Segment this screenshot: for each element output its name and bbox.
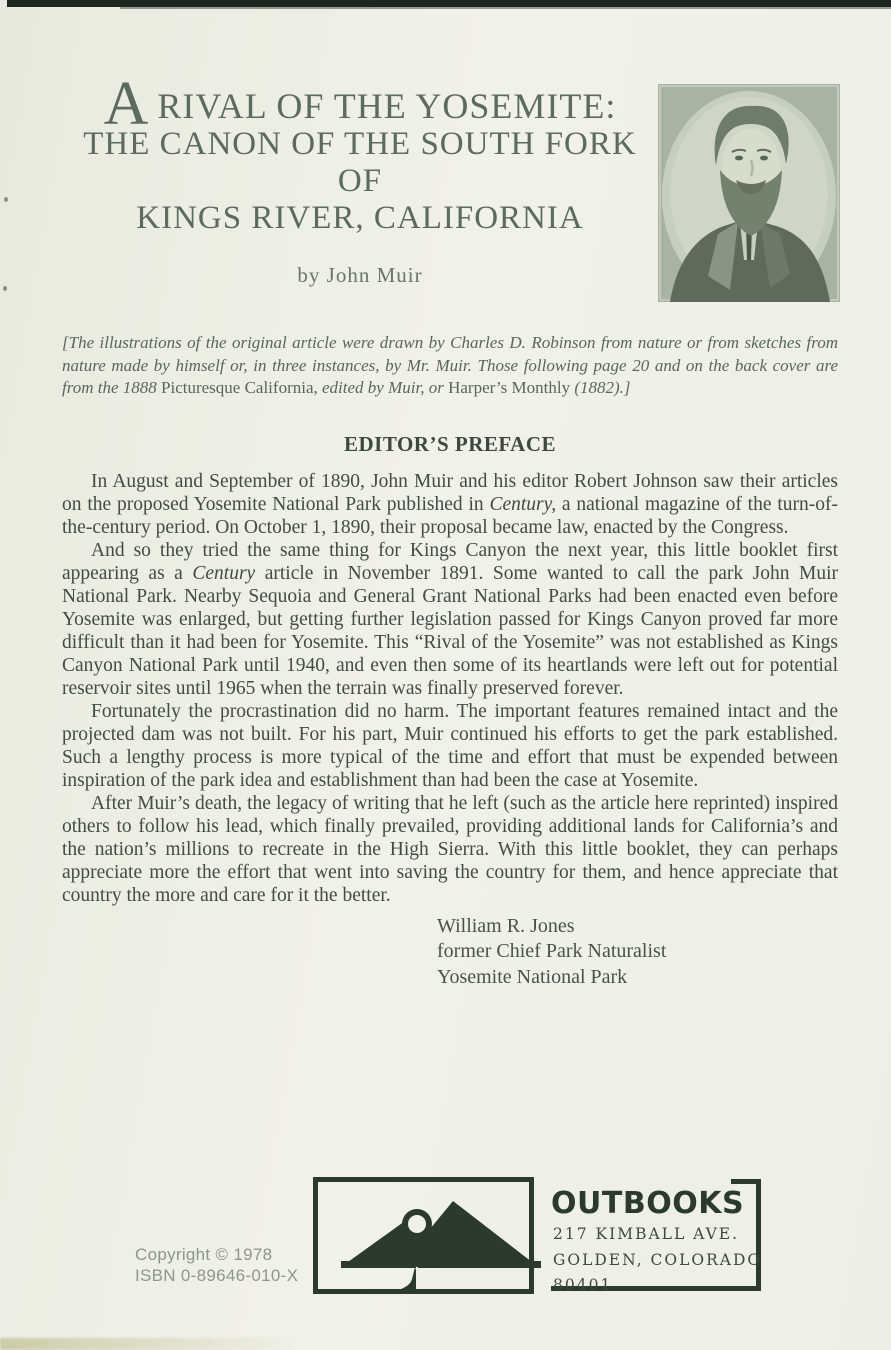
illustration-note: [The illustrations of the original article were drawn by Charles D. Robinson from nature or from sketches from nature made by himself or, in three instances, by Mr. Muir. Those following page 20 and on the back cover are from the 1888 Picturesque California, edited by Muir, or Harper’s Monthly (1882).]	[62, 333, 838, 397]
john-muir-portrait-photo	[658, 84, 840, 302]
preface-paragraph-4: After Muir’s death, the legacy of writing that he left (such as the article here reprinted) inspired others to follow his lead, which finally prevailed, providing additional lands for California’s and the nation’s millions to recreate in the High Sierra. With this little booklet, they can perhaps appreciate more the effort that went into saving the country for them, and hence appreciate that country the more and care for it the better.	[62, 792, 838, 906]
publisher-name: OUTBOOKS	[551, 1186, 745, 1221]
address-line-1: 217 KIMBALL AVE.	[553, 1225, 740, 1243]
book-title-line3: KINGS RIVER, CALIFORNIA	[136, 200, 584, 236]
title-block	[62, 70, 658, 288]
scan-speck	[4, 197, 8, 202]
address-line-2: GOLDEN, COLORADO	[553, 1250, 763, 1269]
title-line1-text: RIVAL OF THE YOSEMITE:	[157, 86, 617, 126]
isbn-line: ISBN 0-89646-010-X	[135, 1266, 299, 1285]
outbooks-logo	[313, 1177, 545, 1297]
publisher-address	[553, 1222, 762, 1299]
preface-body	[62, 470, 838, 907]
mountain-icon	[341, 1201, 541, 1267]
page-content	[62, 332, 838, 990]
signature-name: William R. Jones	[437, 914, 575, 937]
book-title-line2: THE CANON OF THE SOUTH FORK OF	[83, 126, 637, 199]
preface-paragraph-2: And so they tried the same thing for Kings Canyon the next year, this little booklet first appearing as a Century article in November 1891. Some wanted to call the park John Muir National Park. Nearby Sequoia and General Grant National Parks had been enacted even before Yosemite was enlarged, but getting further legislation passed for Kings Canyon proved far more difficult than it had been for Yosemite. This “Rival of the Yosemite” was not established as Kings Canyon National Park until 1940, and even then some of its heartlands were left out for potential reservoir sites until 1965 when the terrain was finally preserved forever.	[62, 539, 838, 699]
preface-paragraph-1: In August and September of 1890, John Muir and his editor Robert Johnson saw their articles on the proposed Yosemite National Park published in Century, a national magazine of the turn-of-the-century period. On October 1, 1890, their proposal became law, enacted by the Congress.	[62, 470, 838, 538]
byline: by John Muir	[297, 263, 423, 287]
address-line-3: 80401	[553, 1276, 613, 1294]
scan-speck	[3, 286, 7, 291]
signature-block	[437, 914, 838, 991]
scan-edge-top	[7, 0, 891, 7]
copyright-block	[135, 1244, 298, 1286]
signature-title: former Chief Park Naturalist	[437, 940, 667, 962]
signature-org: Yosemite National Park	[437, 965, 628, 988]
copyright-line: Copyright © 1978	[135, 1245, 273, 1264]
scan-edge-top-shadow	[120, 7, 891, 9]
title-drop-cap: A	[103, 70, 150, 138]
preface-heading: EDITOR’S PREFACE	[343, 431, 556, 456]
book-title-line1	[62, 70, 658, 138]
scan-edge-bottom	[0, 1338, 300, 1350]
preface-paragraph-3: Fortunately the procrastination did no harm. The important features remained intact and the projected dam was not built. For his part, Muir continued his efforts to get the park established. Such a lengthy process is more typical of the time and effort that must be expended between inspiration of the park idea and establishment than had been the case at Yosemite.	[62, 700, 838, 791]
title-header	[62, 70, 840, 302]
